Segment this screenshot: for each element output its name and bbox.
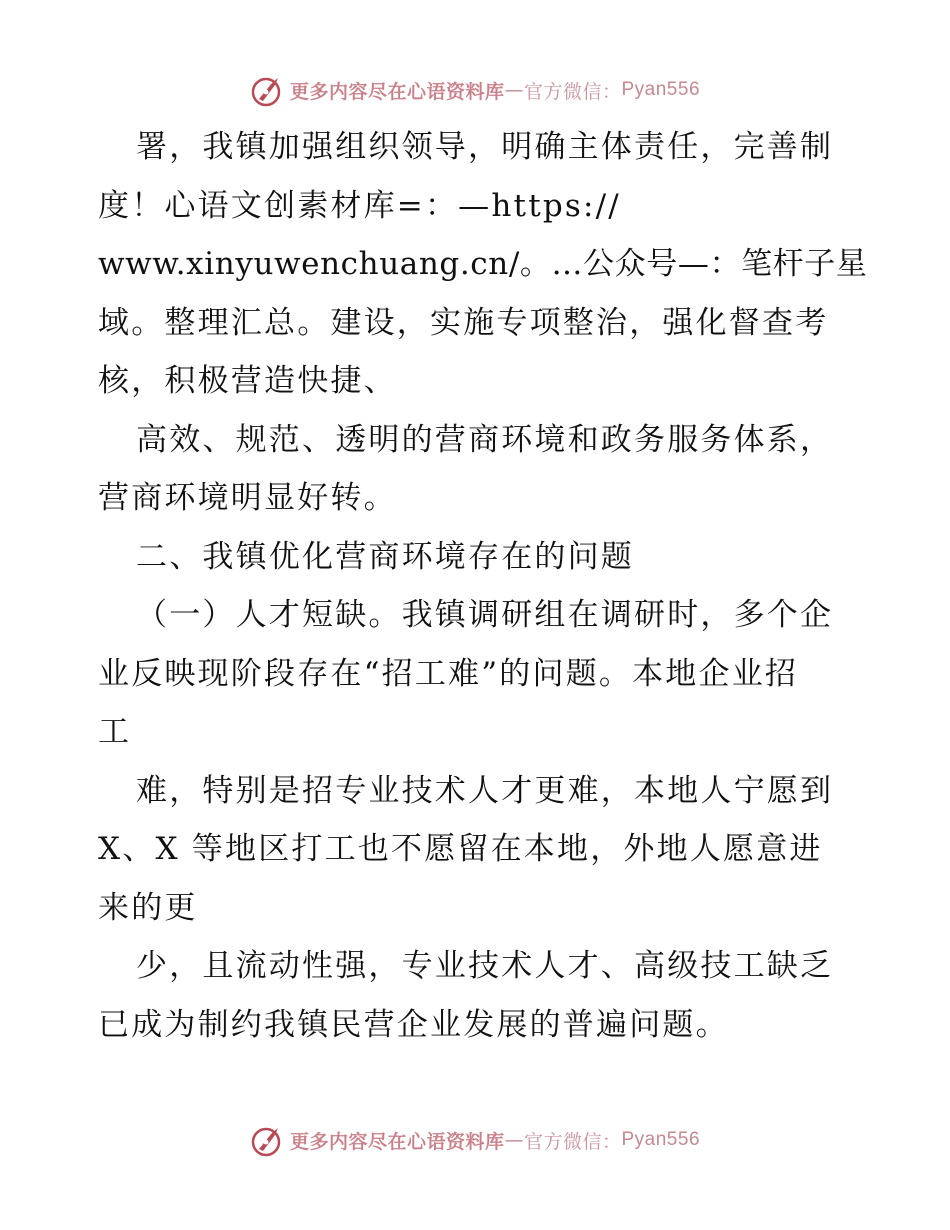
footer-watermark <box>0 1120 950 1160</box>
document-body <box>98 118 868 1054</box>
text-line: www.xinyuwenchuang.cn/。…公众号—：笔杆子星 <box>98 246 868 282</box>
watermark-site-text: 更多内容尽在心语资料库 <box>289 80 505 103</box>
header-watermark <box>0 70 950 110</box>
text-line: 域。整理汇总。建设，实施专项整治，强化督查考 <box>98 304 829 341</box>
text-line: 来的更 <box>98 889 198 926</box>
text-line: （一）人才短缺。我镇调研组在调研时，多个企 <box>136 597 834 633</box>
text-line: X、X 等地区打工也不愿留在本地，外地人愿意进 <box>98 831 823 867</box>
watermark-separator: — <box>504 79 524 101</box>
text-line: 高效、规范、透明的营商环境和政务服务体系， <box>136 421 834 458</box>
pen-nib-logo-icon <box>250 1122 286 1158</box>
watermark-separator: — <box>504 1129 524 1151</box>
pen-nib-logo-icon <box>250 72 286 108</box>
watermark-wechat-id: Pyan556 <box>621 1129 701 1150</box>
text-line: 署，我镇加强组织领导，明确主体责任，完善制 <box>136 129 834 165</box>
text-line: 难，特别是招专业技术人才更难，本地人宁愿到 <box>136 772 834 809</box>
text-line: 工 <box>98 714 132 750</box>
watermark-site-text: 更多内容尽在心语资料库 <box>289 1130 505 1153</box>
text-line: 已成为制约我镇民营企业发展的普遍问题。 <box>98 1006 729 1043</box>
watermark-wechat-id: Pyan556 <box>621 79 701 100</box>
watermark-wechat-label: 官方微信： <box>523 80 622 103</box>
text-line: 少，且流动性强，专业技术人才、高级技工缺乏 <box>136 948 834 984</box>
text-line: 度！心语文创素材库=：—https:// <box>98 187 621 224</box>
text-line: 业反映现阶段存在“招工难”的问题。本地企业招 <box>98 655 799 692</box>
text-line: 营商环境明显好转。 <box>98 480 397 516</box>
watermark-wechat-label: 官方微信： <box>523 1130 622 1153</box>
text-line: 核，积极营造快捷、 <box>98 363 397 399</box>
section-heading: 二、我镇优化营商环境存在的问题 <box>136 538 634 575</box>
